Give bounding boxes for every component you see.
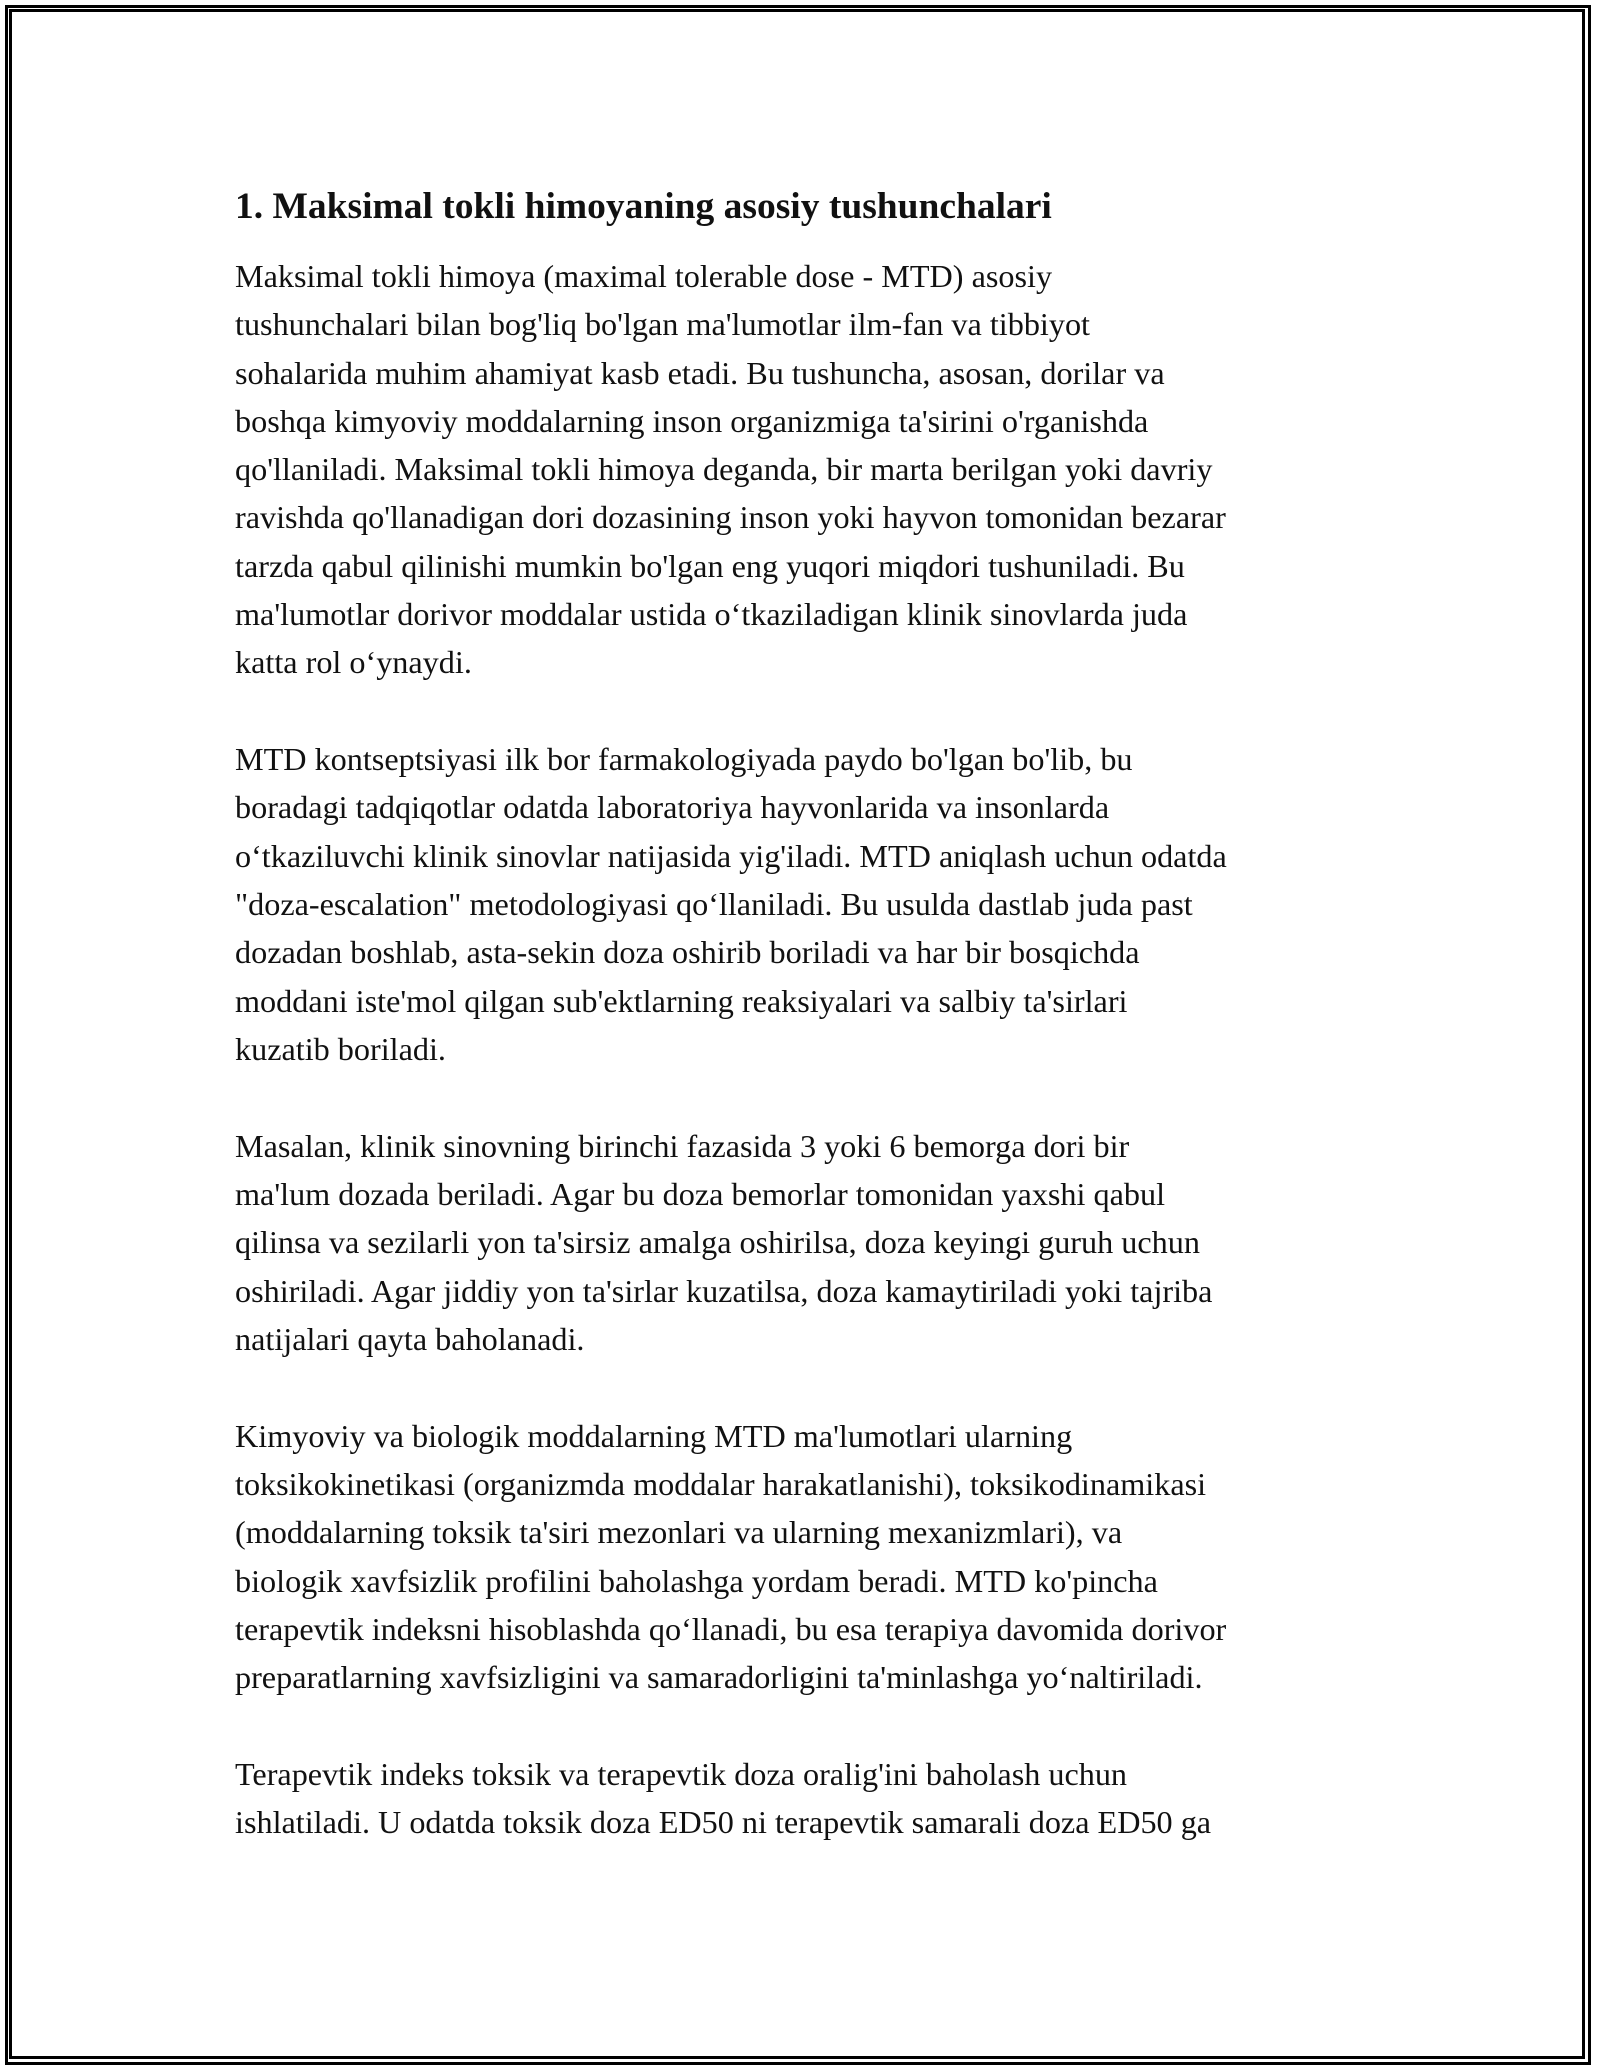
text-line: Masalan, klinik sinovning birinchi fazasida 3 yoki 6 bemorga dori bir (235, 1127, 1130, 1164)
text-line: Kimyoviy va biologik moddalarning MTD ma'lumotlari ularning (235, 1417, 1073, 1454)
text-line: qilinsa va sezilarli yon ta'sirsiz amalga oshirilsa, doza keyingi guruh uchun (235, 1224, 1200, 1261)
text-line: tarzda qabul qilinishi mumkin bo'lgan eng yuqori miqdori tushuniladi. Bu (235, 547, 1185, 584)
text-line: sohalarida muhim ahamiyat kasb etadi. Bu tushuncha, asosan, dorilar va (235, 354, 1165, 391)
text-line: "doza-escalation" metodologiyasi qo‘llaniladi. Bu usulda dastlab juda past (235, 886, 1193, 923)
text-line: terapevtik indeksni hisoblashda qo‘llanadi, bu esa terapiya davomida dorivor (235, 1610, 1227, 1647)
text-line: o‘tkaziluvchi klinik sinovlar natijasida yig'iladi. MTD aniqlash uchun odatda (235, 837, 1227, 874)
text-line: oshiriladi. Agar jiddiy yon ta'sirlar kuzatilsa, doza kamaytiriladi yoki tajriba (235, 1272, 1213, 1309)
text-line: preparatlarning xavfsizligini va samaradorligini ta'minlashga yo‘naltiriladi. (235, 1659, 1203, 1696)
paragraph-3 (235, 1122, 1385, 1363)
text-line: Terapevtik indeks toksik va terapevtik doza oralig'ini baholash uchun (235, 1756, 1128, 1793)
text-line: boradagi tadqiqotlar odatda laboratoriya hayvonlarida va insonlarda (235, 789, 1110, 826)
paragraph-1 (235, 252, 1385, 687)
text-line: ma'lumotlar dorivor moddalar ustida o‘tkaziladigan klinik sinovlarda juda (235, 596, 1188, 633)
text-line: moddani iste'mol qilgan sub'ektlarning reaksiyalari va salbiy ta'sirlari (235, 982, 1128, 1019)
section-heading: 1. Maksimal tokli himoyaning asosiy tushunchalari (235, 186, 1052, 227)
text-line: tushunchalari bilan bog'liq bo'lgan ma'lumotlar ilm-fan va tibbiyot (235, 306, 1090, 343)
text-line: MTD kontseptsiyasi ilk bor farmakologiyada paydo bo'lgan bo'lib, bu (235, 741, 1133, 778)
text-line: (moddalarning toksik ta'siri mezonlari va ularning mexanizmlari), va (235, 1514, 1123, 1551)
text-line: kuzatib boriladi. (235, 1030, 446, 1067)
text-line: katta rol o‘ynaydi. (235, 644, 472, 681)
text-line: ma'lum dozada beriladi. Agar bu doza bemorlar tomonidan yaxshi qabul (235, 1176, 1166, 1213)
paragraph-2 (235, 735, 1385, 1073)
text-line: ravishda qo'llanadigan dori dozasining inson yoki hayvon tomonidan bezarar (235, 499, 1226, 536)
paragraph-5 (235, 1750, 1385, 1847)
text-line: Maksimal tokli himoya (maximal tolerable dose - MTD) asosiy (235, 258, 1053, 294)
text-line: biologik xavfsizlik profilini baholashga yordam beradi. MTD ko'pincha (235, 1562, 1158, 1599)
paragraph-4 (235, 1412, 1385, 1702)
text-line: toksikokinetikasi (organizmda moddalar harakatlanishi), toksikodinamikasi (235, 1466, 1207, 1503)
text-line: qo'llaniladi. Maksimal tokli himoya deganda, bir marta berilgan yoki davriy (235, 451, 1213, 488)
text-line: natijalari qayta baholanadi. (235, 1320, 585, 1357)
text-line: ishlatiladi. U odatda toksik doza ED50 ni terapevtik samarali doza ED50 ga (235, 1804, 1212, 1841)
text-line: dozadan boshlab, asta-sekin doza oshirib boriladi va har bir bosqichda (235, 934, 1140, 971)
text-line: boshqa kimyoviy moddalarning inson organizmiga ta'sirini o'rganishda (235, 402, 1149, 439)
document-body (235, 183, 1385, 1895)
